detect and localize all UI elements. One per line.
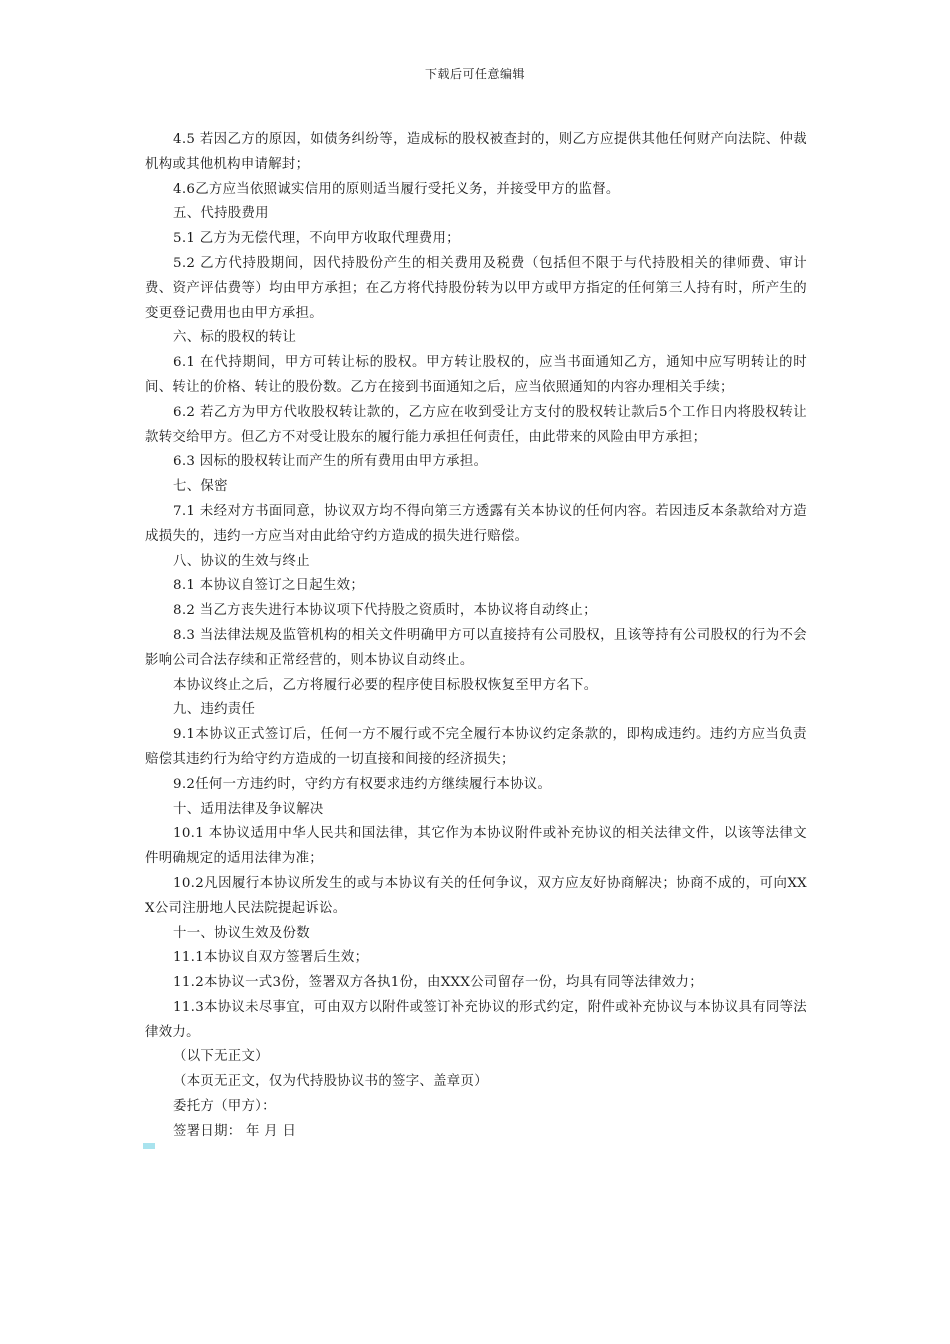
section-heading-6: 六、标的股权的转让: [173, 330, 297, 346]
clause-5-2: 5.2 乙方代持股期间，因代持股份产生的相关费用及税费（包括但不限于与代持股相关的律师费、审计费、资产评估费等）均由甲方承担；在乙方将代持股份转为以甲方或甲方指定的任何第三人持有时，所产生的变更登记费用也由甲方承担。: [145, 255, 807, 321]
clause-11-3: 11.3本协议未尽事宜，可由双方以附件或签订补充协议的形式约定，附件或补充协议与本协议具有同等法律效力。: [145, 999, 807, 1040]
clause-4-5: 4.5 若因乙方的原因，如债务纠纷等，造成标的股权被查封的，则乙方应提供其他任何财产向法院、仲裁机构或其他机构申请解封；: [145, 132, 807, 172]
clause-7-1: 7.1 未经对方书面同意，协议双方均不得向第三方透露有关本协议的任何内容。若因违反本条款给对方造成损失的，违约一方应当对由此给守约方造成的损失进行赔偿。: [145, 503, 807, 544]
signature-page-note: （本页无正文，仅为代持股协议书的签字、盖章页）: [173, 1074, 488, 1090]
clause-4-6: 4.6乙方应当依照诚实信用的原则适当履行受托义务，并接受甲方的监督。: [173, 181, 620, 197]
signing-date-label: 签署日期： 年 月 日: [173, 1123, 297, 1139]
clause-5-1: 5.1 乙方为无偿代理，不向甲方收取代理费用；: [173, 231, 460, 247]
clause-6-1: 6.1 在代持期间，甲方可转让标的股权。甲方转让股权的，应当书面通知乙方，通知中应写明转让的时间、转让的价格、转让的股份数。乙方在接到书面通知之后，应当依照通知的内容办理相关手续；: [145, 355, 807, 395]
clause-6-2: 6.2 若乙方为甲方代收股权转让款的，乙方应在收到受让方支付的股权转让款后5个工作日内将股权转让款转交给甲方。但乙方不对受让股东的履行能力承担任何责任，由此带来的风险由甲方承担；: [145, 404, 807, 445]
principal-party-label: 委托方（甲方）：: [173, 1099, 276, 1115]
clause-8-2: 8.2 当乙方丧失进行本协议项下代持股之资质时，本协议将自动终止；: [173, 603, 597, 619]
clause-9-1: 9.1本协议正式签订后，任何一方不履行或不完全履行本协议约定条款的，即构成违约。违约方应当负责赔偿其违约行为给守约方造成的一切直接和间接的经济损失；: [145, 727, 807, 767]
clause-8-3: 8.3 当法律法规及监管机构的相关文件明确甲方可以直接持有公司股权，且该等持有公司股权的行为不会影响公司合法存续和正常经营的，则本协议自动终止。: [145, 627, 807, 668]
decorative-marker: [143, 1143, 155, 1149]
no-further-text-note: （以下无正文）: [173, 1049, 269, 1065]
section-heading-11: 十一、协议生效及份数: [173, 925, 310, 941]
clause-8-1: 8.1 本协议自签订之日起生效；: [173, 578, 365, 594]
page-header: 下载后可任意编辑: [424, 67, 525, 81]
clause-6-3: 6.3 因标的股权转让而产生的所有费用由甲方承担。: [173, 454, 488, 470]
document-body: [145, 128, 807, 1145]
section-heading-10: 十、适用法律及争议解决: [173, 801, 324, 817]
section-heading-5: 五、代持股费用: [173, 206, 269, 222]
clause-11-1: 11.1本协议自双方签署后生效；: [173, 950, 369, 966]
clause-10-2: 10.2凡因履行本协议所发生的或与本协议有关的任何争议，双方应友好协商解决；协商不成的，可向XXX公司注册地人民法院提起诉讼。: [145, 875, 807, 916]
section-heading-8: 八、协议的生效与终止: [173, 553, 310, 569]
termination-note: 本协议终止之后，乙方将履行必要的程序使目标股权恢复至甲方名下。: [173, 677, 598, 693]
section-heading-7: 七、保密: [173, 479, 228, 495]
clause-9-2: 9.2任何一方违约时，守约方有权要求违约方继续履行本协议。: [173, 776, 552, 792]
section-heading-9: 九、违约责任: [173, 702, 256, 718]
clause-11-2: 11.2本协议一式3份，签署双方各执1份，由XXX公司留存一份，均具有同等法律效力；: [173, 975, 703, 991]
clause-10-1: 10.1 本协议适用中华人民共和国法律，其它作为本协议附件或补充协议的相关法律文件，以该等法律文件明确规定的适用法律为准；: [145, 826, 807, 867]
